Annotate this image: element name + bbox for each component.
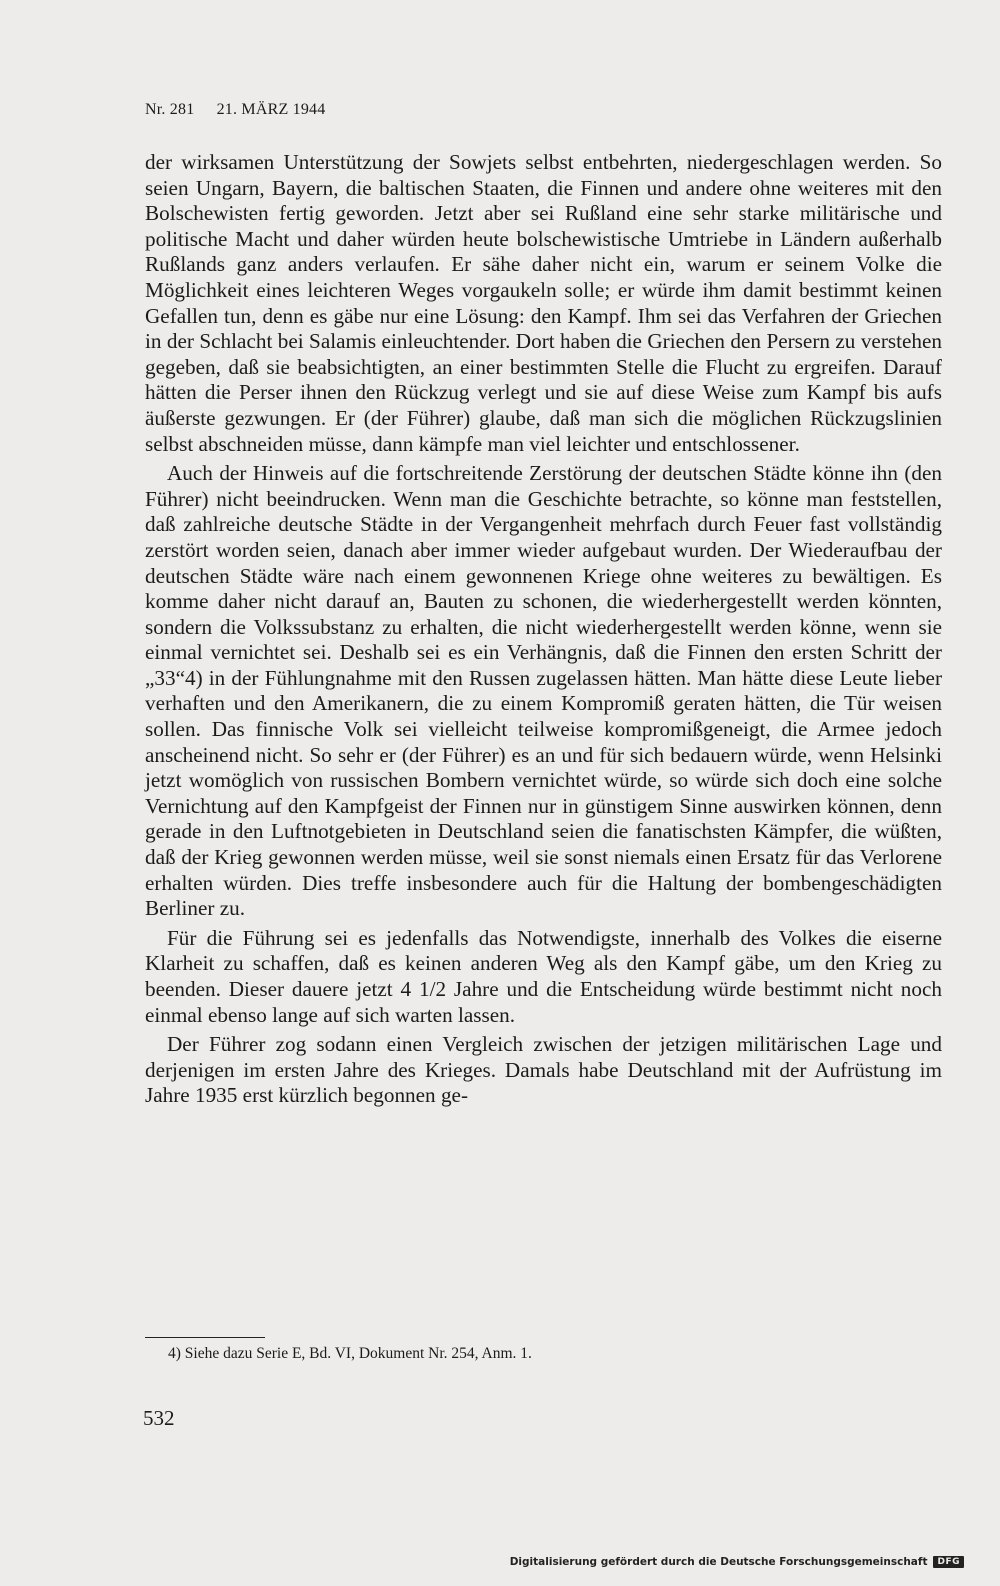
paragraph-1: der wirksamen Unterstützung der Sowjets selbst entbehrten, niedergeschlagen werden. So seien Ungarn, Bayern, die baltischen Staaten, die Finnen und andere ohne weiteres mit den Bolschewisten fertig geworden. Jetzt aber sei Rußland eine sehr starke militärische und politische Macht und daher würden heute bolschewistische Umtriebe in Ländern außerhalb Rußlands ganz anders verlaufen. Er sähe daher nicht ein, warum er seinem Volke die Möglichkeit eines leichteren Weges vorgaukeln solle; er würde ihm damit bestimmt keinen Gefallen tun, denn es gäbe nur eine Lösung: den Kampf. Ihm sei das Verfahren der Griechen in der Schlacht bei Salamis einleuchtender. Dort haben die Griechen den Persern zu verstehen gegeben, daß sie beabsichtigten, an einer bestimmten Stelle die Flucht zu ergreifen. Darauf hätten die Perser ihnen den Rückzug verlegt und sie auf diese Weise zum Kampf bis aufs äußerste gezwungen. Er (der Führer) glaube, daß man sich die möglichen Rückzugslinien selbst abschneiden müsse, dann kämpfe man viel leichter und entschlossener.	[145, 150, 942, 456]
document-number: Nr. 281	[145, 101, 195, 118]
paragraph-4: Der Führer zog sodann einen Vergleich zwischen der jetzigen militärischen Lage und derjenigen im ersten Jahre des Krieges. Damals habe Deutschland mit der Aufrüstung im Jahre 1935 erst kürzlich begonnen ge-	[145, 1032, 942, 1108]
paragraph-2: Auch der Hinweis auf die fortschreitende Zerstörung der deutschen Städte könne ihn (den Führer) nicht beeindrucken. Wenn man die Geschichte betrachte, so könne man feststellen, daß zahlreiche deutsche Städte in der Vergangenheit mehrfach durch Feuer fast vollständig zerstört worden seien, danach aber immer wieder aufgebaut wurden. Der Wiederaufbau der deutschen Städte wäre nach einem gewonnenen Kriege ohne weiteres zu bewältigen. Es komme daher nicht darauf an, Bauten zu schonen, die wiederhergestellt werden könnten, sondern die Volkssubstanz zu erhalten, die nicht wiederhergestellt werden könne, wenn sie einmal vernichtet sei. Deshalb sei es ein Verhängnis, daß die Finnen den ersten Schritt der „33“4) in der Fühlungnahme mit den Russen zugelassen hätten. Man hätte diese Leute lieber verhaften und den Amerikanern, die zu einem Kompromiß geraten hätten, die Tür weisen sollen. Das finnische Volk sei vielleicht teilweise kompromißgeneigt, die Armee jedoch anscheinend nicht. So sehr er (der Führer) es an und für sich bedauern würde, wenn Helsinki jetzt womöglich von russischen Bombern vernichtet würde, so würde sich doch eine solche Vernichtung auf den Kampfgeist der Finnen nur in günstigem Sinne auswirken können, denn gerade in den Luftnotgebieten in Deutschland seien die fanatischsten Kämpfer, die wüßten, daß der Krieg gewonnen werden müsse, weil sie sonst niemals einen Ersatz für das Verlorene erhalten würden. Dies treffe insbesondere auch für die Haltung der bombengeschädigten Berliner zu.	[145, 461, 942, 921]
digitization-credit	[510, 1556, 964, 1568]
page-header	[145, 101, 325, 119]
document-date: 21. MÄRZ 1944	[216, 101, 326, 118]
dfg-logo: DFG	[933, 1556, 964, 1568]
body-text	[145, 150, 942, 1113]
footnote: 4) Siehe dazu Serie E, Bd. VI, Dokument Nr. 254, Anm. 1.	[168, 1345, 532, 1362]
footnote-divider	[145, 1337, 265, 1338]
digitization-note: Digitalisierung gefördert durch die Deutsche Forschungsgemeinschaft	[509, 1556, 928, 1568]
page-number: 532	[143, 1406, 175, 1430]
paragraph-3: Für die Führung sei es jedenfalls das Notwendigste, innerhalb des Volkes die eiserne Klarheit zu schaffen, daß es keinen anderen Weg als den Kampf gäbe, um den Krieg zu beenden. Dieser dauere jetzt 4 1/2 Jahre und die Entscheidung würde bestimmt nicht noch einmal ebenso lange auf sich warten lassen.	[145, 925, 942, 1027]
